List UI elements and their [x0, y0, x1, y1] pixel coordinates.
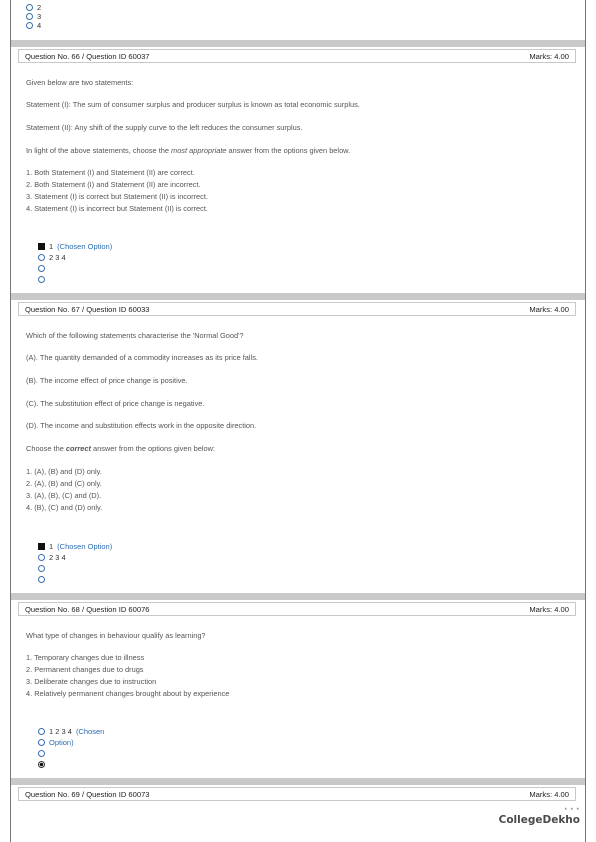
- option-text: 4. Statement (I) is incorrect but Statement (II) is correct.: [26, 204, 208, 213]
- marks-label: Marks: 4.00: [529, 604, 569, 614]
- option-radio[interactable]: [26, 22, 33, 29]
- option-radio[interactable]: [38, 265, 45, 272]
- section-separator: [11, 778, 585, 785]
- chosen-option-label: Option): [49, 738, 74, 747]
- question-id: Question No. 66 / Question ID 60037: [25, 51, 150, 61]
- option-radio[interactable]: [26, 4, 33, 11]
- option-label: 4: [37, 21, 42, 30]
- option-label: 1: [49, 542, 54, 551]
- question-header-68: [18, 602, 576, 616]
- question-id: Question No. 68 / Question ID 60076: [25, 604, 150, 614]
- question-line: (C). The substitution effect of price change is negative.: [26, 399, 205, 408]
- question-header-69: [18, 787, 576, 801]
- option-text: 1. (A), (B) and (D) only.: [26, 467, 102, 476]
- question-line: (A). The quantity demanded of a commodity increases as its price falls.: [26, 353, 258, 362]
- marks-label: Marks: 4.00: [529, 304, 569, 314]
- option-text: 4. Relatively permanent changes brought about by experience: [26, 689, 230, 698]
- question-line: (B). The income effect of price change is positive.: [26, 376, 188, 385]
- option-text: 2. (A), (B) and (C) only.: [26, 479, 102, 488]
- chosen-marker[interactable]: [38, 243, 45, 250]
- option-radio[interactable]: [38, 554, 45, 561]
- question-line: Which of the following statements characterise the 'Normal Good'?: [26, 331, 244, 340]
- section-separator: [11, 40, 585, 47]
- answer-options-68: [38, 726, 104, 770]
- option-radio[interactable]: [38, 739, 45, 746]
- option-radio[interactable]: [26, 13, 33, 20]
- option-radio[interactable]: [38, 565, 45, 572]
- question-line: Statement (II): Any shift of the supply curve to the left reduces the consumer surplus.: [26, 123, 303, 132]
- question-header-67: [18, 302, 576, 316]
- chosen-option-label: (Chosen Option): [57, 542, 113, 551]
- option-label: 2 3 4: [49, 253, 66, 262]
- chosen-option-label: (Chosen: [75, 727, 105, 736]
- option-text: 3. Deliberate changes due to instruction: [26, 677, 157, 686]
- option-label: 2: [37, 3, 42, 12]
- option-text: 3. (A), (B), (C) and (D).: [26, 491, 102, 500]
- option-radio[interactable]: [38, 254, 45, 261]
- question-line: (D). The income and substitution effects work in the opposite direction.: [26, 421, 257, 430]
- option-label: 1 2 3 4: [49, 727, 72, 736]
- option-radio[interactable]: [38, 576, 45, 583]
- option-radio[interactable]: [38, 750, 45, 757]
- instruction-line: Choose the correct answer from the options given below:: [26, 444, 215, 453]
- question-line: What type of changes in behaviour qualify as learning?: [26, 631, 206, 640]
- option-text: 1. Temporary changes due to illness: [26, 653, 145, 662]
- option-label: 2 3 4: [49, 553, 66, 562]
- marks-label: Marks: 4.00: [529, 51, 569, 61]
- option-text: 3. Statement (I) is correct but Statement (II) is incorrect.: [26, 192, 208, 201]
- option-radio[interactable]: [38, 276, 45, 283]
- option-text: 2. Both Statement (I) and Statement (II) are incorrect.: [26, 180, 201, 189]
- collegedekho-logo: [499, 808, 580, 826]
- marks-label: Marks: 4.00: [529, 789, 569, 799]
- chosen-option-label: (Chosen Option): [57, 242, 113, 251]
- question-header-66: [18, 49, 576, 63]
- option-text: 4. (B), (C) and (D) only.: [26, 503, 103, 512]
- answer-options-67: [38, 541, 112, 585]
- option-label: 1: [49, 242, 54, 251]
- logo-name: CollegeDekho: [498, 814, 580, 826]
- logo-stars: * * *: [564, 808, 580, 814]
- option-label: 3: [37, 12, 42, 21]
- question-id: Question No. 67 / Question ID 60033: [25, 304, 150, 314]
- chosen-marker[interactable]: [38, 543, 45, 550]
- answer-options-66: [38, 241, 112, 285]
- section-separator: [11, 293, 585, 300]
- question-line: Statement (I): The sum of consumer surplus and producer surplus is known as total economic surplus.: [26, 100, 360, 109]
- question-line: Given below are two statements:: [26, 78, 134, 87]
- selected-radio[interactable]: [38, 761, 45, 768]
- question-id: Question No. 69 / Question ID 60073: [25, 789, 150, 799]
- option-text: 1. Both Statement (I) and Statement (II) are correct.: [26, 168, 195, 177]
- section-separator: [11, 593, 585, 600]
- previous-question-options: [26, 2, 41, 31]
- option-radio[interactable]: [38, 728, 45, 735]
- instruction-line: In light of the above statements, choose the most appropriate answer from the options given below.: [26, 146, 351, 155]
- option-text: 2. Permanent changes due to drugs: [26, 665, 144, 674]
